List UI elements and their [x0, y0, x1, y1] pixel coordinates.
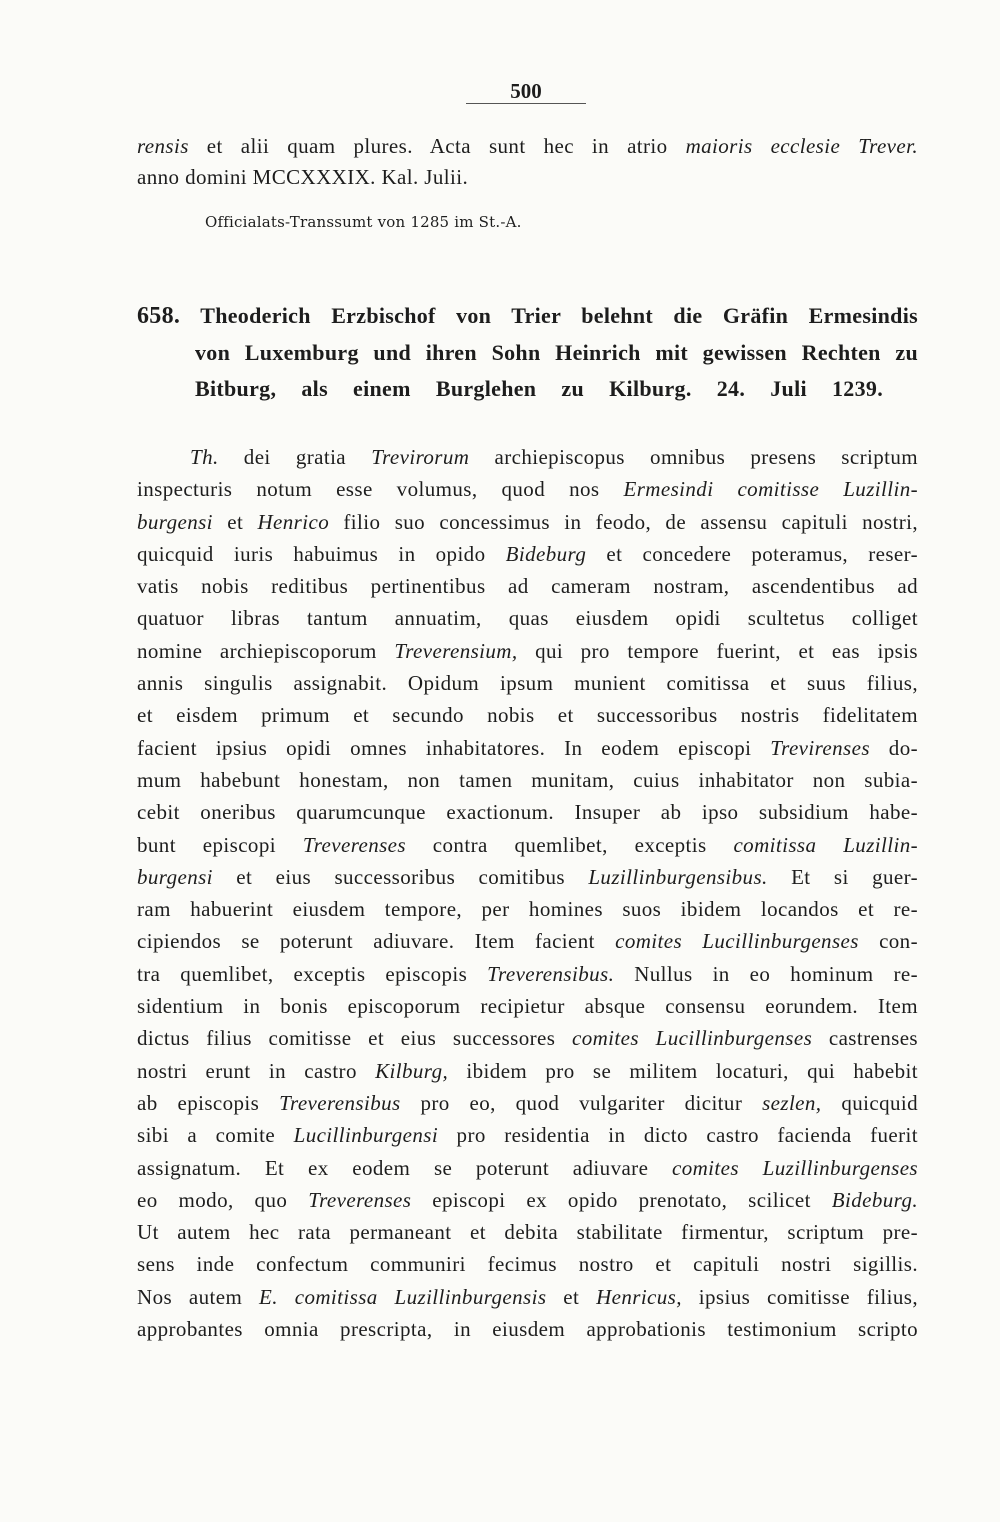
italic-text: Treverenses	[302, 832, 406, 857]
roman-text: nomine archiepiscoporum	[137, 638, 395, 663]
body-line	[137, 829, 918, 861]
roman-text: qui pro tempore fuerint, et eas ipsis	[517, 638, 918, 663]
roman-text: tra quemlibet, exceptis episcopis	[137, 961, 488, 986]
italic-text: E. comitissa Luzillinburgensis	[259, 1284, 547, 1309]
roman-text: facient ipsius opidi omnes inhabitatores. In eodem episcopi	[137, 735, 771, 760]
italic-text: Bideburg	[505, 541, 587, 566]
italic-text: Trevirenses	[770, 735, 870, 760]
body-line	[137, 1216, 918, 1248]
italic-text: comites Lucillinburgenses	[572, 1026, 813, 1051]
text-line	[137, 162, 918, 193]
italic-text: Treverensium,	[394, 638, 518, 663]
roman-text: quicquid iuris habuimus in opido	[137, 541, 506, 566]
roman-text: sens inde confectum communiri fecimus nostro et capituli nostri sigillis.	[137, 1252, 918, 1277]
roman-text: et eius successoribus comitibus	[212, 864, 589, 889]
italic-text: rensis	[137, 134, 189, 158]
roman-text: do-	[869, 735, 918, 760]
roman-text: ram habuerint eiusdem tempore, per homines suos ibidem locandos et re-	[137, 897, 918, 922]
roman-text: archiepiscopus omnibus presens scriptum	[469, 445, 918, 469]
italic-text: Kilburg,	[375, 1058, 449, 1083]
preceding-document-text	[137, 131, 918, 193]
body-line	[137, 667, 918, 699]
roman-text: annis singulis assignabit. Opidum ipsum munient comitissa et suus filius,	[137, 671, 918, 696]
body-line	[137, 441, 918, 473]
body-line	[137, 1184, 918, 1216]
roman-text: sibi a comite	[137, 1123, 294, 1148]
roman-text: con-	[858, 929, 918, 954]
roman-text: castrenses	[812, 1026, 918, 1051]
italic-text: Treverensibus	[279, 1090, 401, 1115]
italic-text: burgensi	[137, 509, 213, 534]
roman-text: Nos autem	[137, 1284, 260, 1309]
roman-text: et concedere poteramus, reser-	[586, 541, 918, 566]
roman-text: et eisdem primum et secundo nobis et successoribus nostris fidelitatem	[137, 703, 918, 728]
body-line	[137, 506, 918, 538]
italic-text: comitissa Luzillin-	[733, 832, 918, 857]
roman-text: ipsius comitisse filius,	[681, 1284, 918, 1309]
italic-text: maioris ecclesie Trever.	[685, 134, 918, 158]
roman-text: inspecturis notum esse volumus, quod nos	[137, 477, 624, 502]
body-line	[137, 732, 918, 764]
roman-text: vatis nobis reditibus pertinentibus ad cameram nostram, ascendentibus ad	[137, 574, 918, 599]
italic-text: Th.	[190, 445, 219, 469]
source-note: Officialats-Transsumt von 1285 im St.-A.	[205, 213, 522, 231]
body-line	[137, 1313, 918, 1345]
roman-text: ab episcopis	[137, 1090, 280, 1115]
heading-text: Theoderich Erzbischof von Trier belehnt die Gräfin Ermesindis	[200, 303, 918, 328]
body-line	[137, 796, 918, 828]
roman-text: anno domini MCCXXXIX. Kal. Julii.	[137, 165, 469, 189]
roman-text: eo modo, quo	[137, 1187, 309, 1212]
roman-text: ibidem pro se militem locaturi, qui habebit	[448, 1058, 918, 1083]
italic-text: Trevirorum	[371, 445, 470, 469]
roman-text: Ut autem hec rata permaneant et debita stabilitate firmentur, scriptum pre-	[137, 1220, 918, 1245]
body-line	[137, 764, 918, 796]
body-line	[137, 602, 918, 634]
italic-text: Treverensibus.	[487, 961, 615, 986]
italic-text: Henrico	[257, 509, 330, 534]
roman-text: approbantes omnia prescripta, in eiusdem approbationis testimonium scripto	[137, 1317, 918, 1342]
italic-text: burgensi	[137, 864, 213, 889]
body-line	[137, 861, 918, 893]
italic-text: comites Lucillinburgenses	[615, 929, 859, 954]
body-line	[137, 1152, 918, 1184]
roman-text: et alii quam plures. Acta sunt hec in atrio	[188, 134, 686, 158]
document-body	[137, 441, 918, 1345]
body-line	[137, 958, 918, 990]
body-line	[137, 990, 918, 1022]
body-line	[137, 699, 918, 731]
roman-text: pro eo, quod vulgariter dicitur	[400, 1090, 763, 1115]
roman-text: mum habebunt honestam, non tamen munitam, cuius inhabitator non subia-	[137, 767, 918, 792]
body-line	[137, 538, 918, 570]
roman-text: Et si guer-	[767, 864, 918, 889]
roman-text: sidentium in bonis episcoporum recipietur absque consensu eorundem. Item	[137, 994, 918, 1019]
roman-text: pro residentia in dicto castro facienda fuerit	[438, 1123, 918, 1148]
roman-text: nostri erunt in castro	[137, 1058, 376, 1083]
body-line	[137, 473, 918, 505]
roman-text: cebit oneribus quarumcunque exactionum. Insuper ab ipso subsidium habe-	[137, 800, 918, 825]
roman-text: quicquid	[821, 1090, 918, 1115]
roman-text: cipiendos se poterunt adiuvare. Item facient	[137, 929, 616, 954]
body-line	[137, 925, 918, 957]
body-line	[137, 1087, 918, 1119]
body-line	[137, 1119, 918, 1151]
body-line	[137, 635, 918, 667]
italic-text: Treverenses	[308, 1187, 412, 1212]
roman-text: dictus filius comitisse et eius successores	[137, 1026, 572, 1051]
roman-text: contra quemlibet, exceptis	[405, 832, 734, 857]
italic-text: Henricus,	[596, 1284, 682, 1309]
body-line	[137, 1281, 918, 1313]
roman-text: et	[546, 1284, 597, 1309]
roman-text: et	[212, 509, 258, 534]
roman-text: dei gratia	[218, 445, 372, 469]
roman-text: episcopi ex opido prenotato, scilicet	[411, 1187, 832, 1212]
italic-text: Luzillinburgensibus.	[588, 864, 768, 889]
body-line	[137, 1022, 918, 1054]
document-number: 658.	[137, 303, 181, 329]
body-line	[137, 570, 918, 602]
italic-text: Ermesindi comitisse Luzillin-	[623, 477, 918, 502]
heading-line: Bitburg, als einem Burglehen zu Kilburg. 24. Juli 1239.	[195, 376, 883, 401]
document-heading	[137, 298, 918, 408]
text-line	[137, 131, 918, 162]
body-line	[137, 1248, 918, 1280]
body-line	[137, 893, 918, 925]
body-line	[137, 1055, 918, 1087]
heading-line: von Luxemburg und ihren Sohn Heinrich mit gewissen Rechten zu	[195, 339, 918, 365]
roman-text: quatuor libras tantum annuatim, quas eiusdem opidi scultetus colliget	[137, 606, 918, 631]
italic-text: comites Luzillinburgenses	[672, 1155, 918, 1180]
heading-line	[137, 298, 918, 335]
italic-text: Bideburg.	[831, 1187, 918, 1212]
roman-text: assignatum. Et ex eodem se poterunt adiuvare	[137, 1155, 672, 1180]
roman-text: filio suo concessimus in feodo, de assensu capituli nostri,	[329, 509, 918, 534]
italic-text: sezlen,	[762, 1090, 822, 1115]
page-number: 500	[466, 80, 586, 104]
roman-text: Nullus in eo hominum re-	[614, 961, 918, 986]
italic-text: Lucillinburgensi	[293, 1123, 439, 1148]
roman-text: bunt episcopi	[137, 832, 303, 857]
